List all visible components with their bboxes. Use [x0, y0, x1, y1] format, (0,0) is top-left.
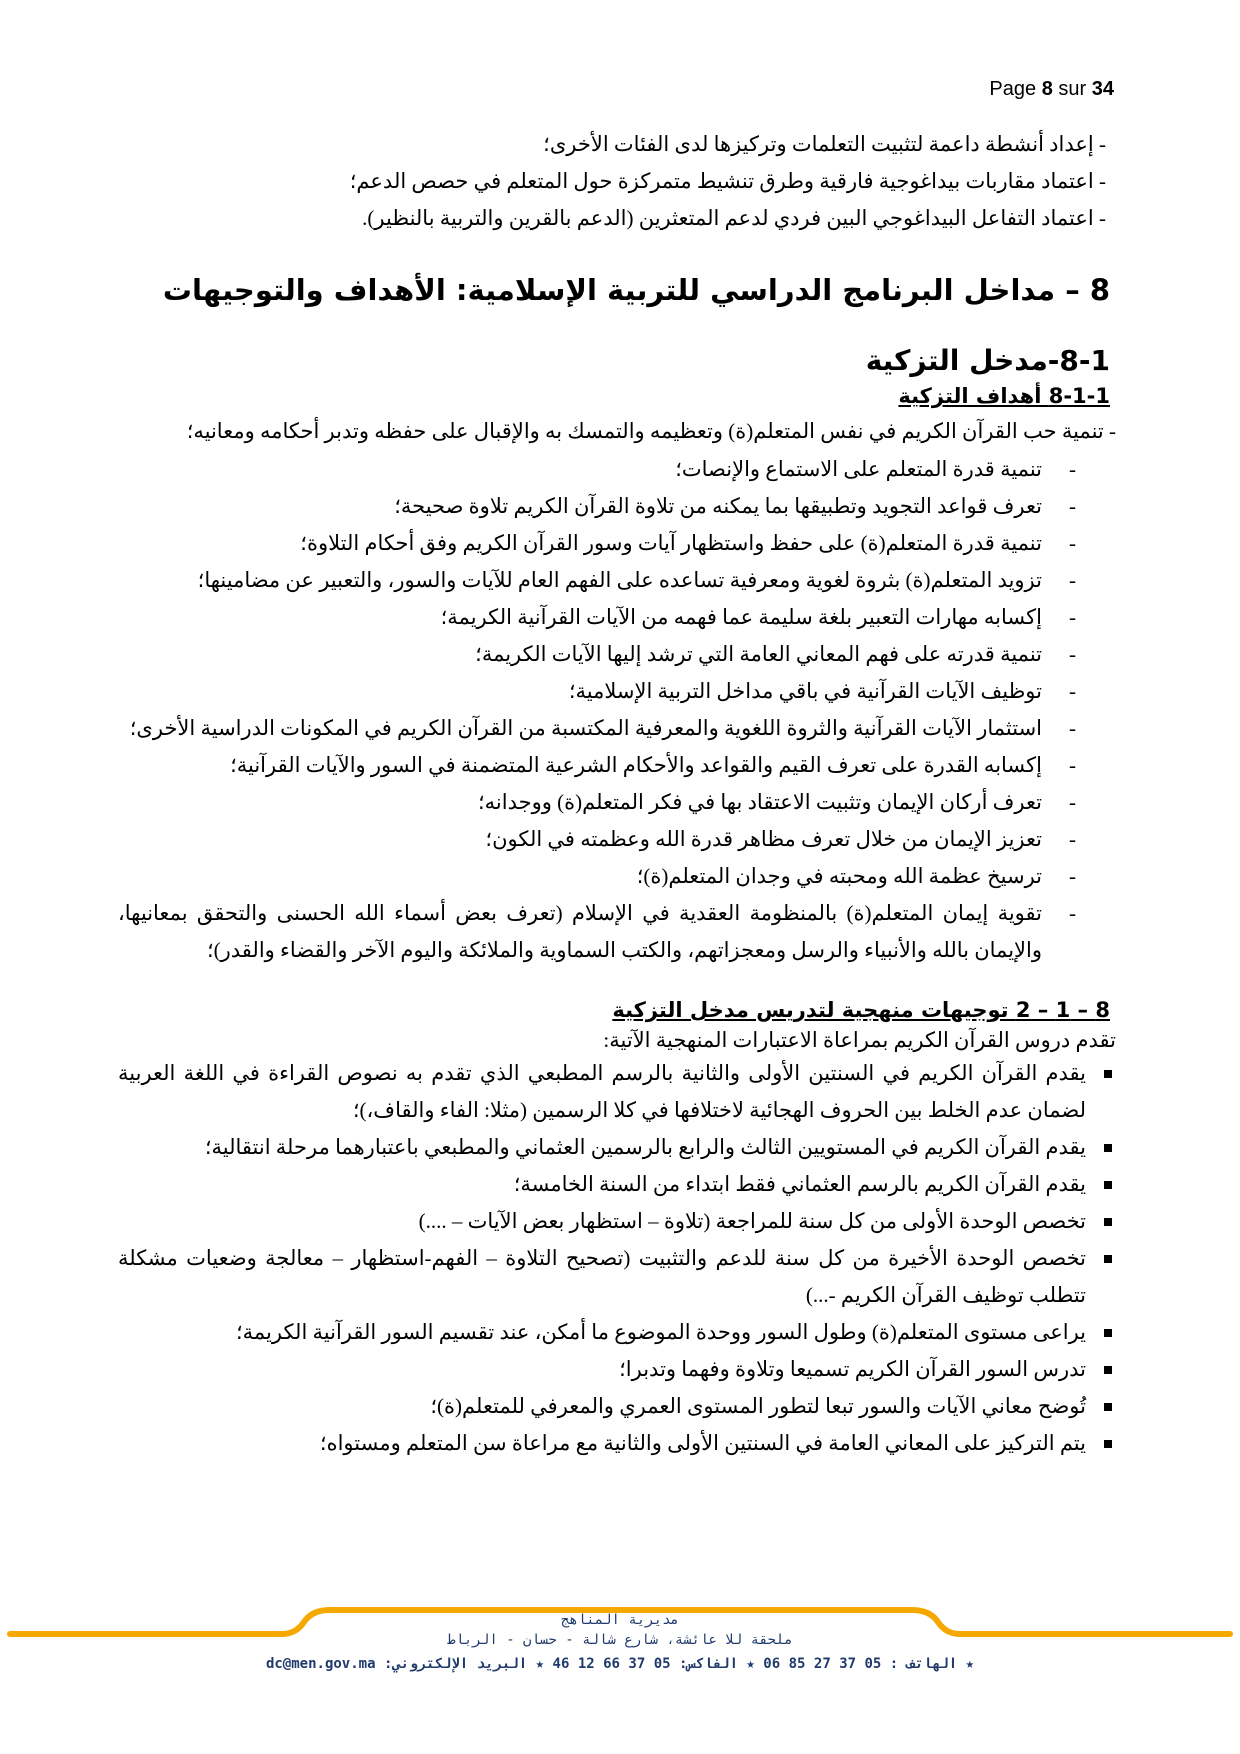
goal-item: - إكسابه القدرة على تعرف القيم والقواعد والأحكام الشرعية المتضمنة في السور والآيات القرآنية؛: [118, 747, 1116, 784]
guidance-title: 8 – 1 – 2 توجيهات منهجية لتدريس مدخل التزكية: [612, 998, 1110, 1022]
top-item: - اعتماد التفاعل البيداغوجي البين فردي لدعم المتعثرين (الدعم بالقرين والتربية بالنظير).: [118, 200, 1116, 237]
goal-item: - استثمار الآيات القرآنية والثروة اللغوية والمعرفية المكتسبة من القرآن الكريم في المكونات الدراسية الأخرى؛: [118, 710, 1116, 747]
guidance-item: تخصص الوحدة الأولى من كل سنة للمراجعة (تلاوة – استظهار بعض الآيات – ....): [118, 1203, 1116, 1240]
page-number-current: 8: [1041, 78, 1053, 100]
guidance-item: تدرس السور القرآن الكريم تسميعا وتلاوة وفهما وتدبرا؛: [118, 1351, 1116, 1388]
guidance-item: يراعى مستوى المتعلم(ة) وطول السور ووحدة الموضوع ما أمكن، عند تقسيم السور القرآنية الكريمة؛: [118, 1314, 1116, 1351]
page-number-total: 34: [1091, 78, 1114, 100]
page-number: [989, 78, 1114, 101]
guidance-item: يقدم القرآن الكريم بالرسم العثماني فقط ابتداء من السنة الخامسة؛: [118, 1166, 1116, 1203]
document-body: [118, 126, 1116, 1462]
goal-item: - إكسابه مهارات التعبير بلغة سليمة عما فهمه من الآيات القرآنية الكريمة؛: [118, 599, 1116, 636]
goal-item: - تقوية إيمان المتعلم(ة) بالمنظومة العقدية في الإسلام (تعرف بعض أسماء الله الحسنى والتحقق بمعانيها، والإيمان بالله والأنبياء والرسل ومعجزاتهم، والكتب السماوية والملائكة واليوم الآخر والقضاء والقدر)؛: [118, 895, 1116, 969]
top-item: - اعتماد مقاربات بيداغوجية فارقية وطرق تنشيط متمركزة حول المتعلم في حصص الدعم؛: [118, 163, 1116, 200]
top-item: - إعداد أنشطة داعمة لتثبيت التعلمات وتركيزها لدى الفئات الأخرى؛: [118, 126, 1116, 163]
goal-item: - تنمية قدرته على فهم المعاني العامة التي ترشد إليها الآيات الكريمة؛: [118, 636, 1116, 673]
footer-directorate: مديرية المناهج: [560, 1612, 679, 1628]
guidance-intro: تقدم دروس القرآن الكريم بمراعاة الاعتبارات المنهجية الآتية:: [603, 1028, 1116, 1052]
footer-contact: ★ الهاتف : 05 37 27 85 06 ★ الفاكس: 05 37 66 12 46 ★ البريد الإلكتروني: dc@men.gov.ma: [265, 1656, 975, 1672]
guidance-item: تخصص الوحدة الأخيرة من كل سنة للدعم والتثبيت (تصحيح التلاوة – الفهم-استظهار – معالجة وضعيات مشكلة تتطلب توظيف القرآن الكريم -...): [118, 1240, 1116, 1314]
goals-list: [118, 451, 1116, 969]
page-number-prefix: Page: [989, 78, 1037, 100]
main-title: 8 – مداخل البرنامج الدراسي للتربية الإسلامية: الأهداف والتوجيهات: [162, 273, 1110, 307]
goal-item: - تعرف قواعد التجويد وتطبيقها بما يمكنه من تلاوة القرآن الكريم تلاوة صحيحة؛: [118, 488, 1116, 525]
goal-intro: - تنمية حب القرآن الكريم في نفس المتعلم(ة) وتعظيمه والتمسك به والإقبال على حفظه وتدبر أحكامه ومعانيه؛: [186, 419, 1116, 443]
goal-item: - تنمية قدرة المتعلم على الاستماع والإنصات؛: [118, 451, 1116, 488]
footer-address: ملحقة للا عائشة، شارع شالة - حسان - الرباط: [447, 1632, 793, 1648]
guidance-list: [118, 1055, 1116, 1462]
goal-item: - تعرف أركان الإيمان وتثبيت الاعتقاد بها في فكر المتعلم(ة) ووجدانه؛: [118, 784, 1116, 821]
goal-item: - تعزيز الإيمان من خلال تعرف مظاهر قدرة الله وعظمته في الكون؛: [118, 821, 1116, 858]
page-number-middle: sur: [1058, 78, 1087, 100]
guidance-item: يقدم القرآن الكريم في السنتين الأولى والثانية بالرسم المطبعي الذي تقدم به نصوص القراءة في اللغة العربية لضمان عدم الخلط بين الحروف الهجائية لاختلافها في كلا الرسمين (مثلا: الفاء والقاف،)؛: [118, 1055, 1116, 1129]
section-title: 8-1-مدخل التزكية: [865, 344, 1110, 377]
guidance-item: يتم التركيز على المعاني العامة في السنتين الأولى والثانية مع مراعاة سن المتعلم ومستواه؛: [118, 1425, 1116, 1462]
goal-item: - ترسيخ عظمة الله ومحبته في وجدان المتعلم(ة)؛: [118, 858, 1116, 895]
footer-accent-line: [0, 1600, 1240, 1660]
goal-item: - تزويد المتعلم(ة) بثروة لغوية ومعرفية تساعده على الفهم العام للآيات والسور، والتعبير عن مضامينها؛: [118, 562, 1116, 599]
subsection-title: 8-1-1 أهداف التزكية: [898, 384, 1110, 408]
guidance-item: يقدم القرآن الكريم في المستويين الثالث والرابع بالرسمين العثماني والمطبعي باعتبارهما مرحلة انتقالية؛: [118, 1129, 1116, 1166]
goal-item: - تنمية قدرة المتعلم(ة) على حفظ واستظهار آيات وسور القرآن الكريم وفق أحكام التلاوة؛: [118, 525, 1116, 562]
guidance-item: تُوضح معاني الآيات والسور تبعا لتطور المستوى العمري والمعرفي للمتعلم(ة)؛: [118, 1388, 1116, 1425]
goal-item: - توظيف الآيات القرآنية في باقي مداخل التربية الإسلامية؛: [118, 673, 1116, 710]
